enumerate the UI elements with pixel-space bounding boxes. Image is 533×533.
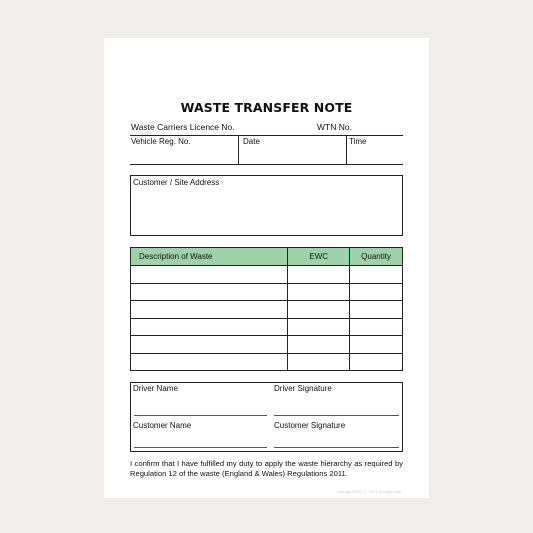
driver-signature-label: Driver Signature — [274, 384, 332, 393]
quantity-cell[interactable] — [350, 283, 403, 301]
ewc-cell[interactable] — [288, 318, 350, 336]
wtn-label: WTN No. — [317, 122, 352, 132]
customer-address-box[interactable] — [130, 175, 403, 236]
column-header-description: Description of Waste — [131, 248, 288, 266]
description-cell[interactable] — [131, 318, 288, 336]
field-divider — [346, 135, 347, 164]
customer-name-line[interactable] — [134, 447, 267, 448]
ewc-cell[interactable] — [288, 283, 350, 301]
signature-box — [130, 382, 403, 452]
table-row — [131, 283, 403, 301]
description-cell[interactable] — [131, 283, 288, 301]
footer-credit: Docugo 0003 | © 2023 Docugo.com — [337, 489, 401, 494]
table-row — [131, 301, 403, 319]
quantity-cell[interactable] — [350, 336, 403, 354]
quantity-cell[interactable] — [350, 353, 403, 371]
column-header-ewc: EWC — [288, 248, 350, 266]
description-cell[interactable] — [131, 336, 288, 354]
driver-name-label: Driver Name — [133, 384, 178, 393]
customer-signature-line[interactable] — [274, 447, 399, 448]
vehicle-reg-label: Vehicle Reg. No. — [131, 137, 191, 146]
licence-underline — [130, 135, 403, 136]
vehicle-underline[interactable] — [130, 164, 403, 165]
time-label: Time — [349, 137, 367, 146]
confirmation-statement: I confirm that I have fulfilled my duty to apply the waste hierarchy as required by Regulation 12 of the waste (England & Wales) Regulations 2011. — [130, 459, 403, 478]
quantity-cell[interactable] — [350, 301, 403, 319]
column-header-quantity: Quantity — [350, 248, 403, 266]
table-row — [131, 318, 403, 336]
customer-address-label: Customer / Site Address — [133, 178, 220, 187]
table-header-row — [131, 248, 403, 266]
table-row — [131, 266, 403, 284]
table-row — [131, 336, 403, 354]
document-title: WASTE TRANSFER NOTE — [180, 100, 353, 115]
ewc-cell[interactable] — [288, 353, 350, 371]
document-page — [104, 38, 429, 498]
ewc-cell[interactable] — [288, 266, 350, 284]
waste-table — [130, 247, 403, 371]
licence-label: Waste Carriers Licence No. — [131, 122, 235, 132]
driver-name-line[interactable] — [134, 415, 267, 416]
customer-signature-label: Customer Signature — [274, 421, 346, 430]
quantity-cell[interactable] — [350, 266, 403, 284]
description-cell[interactable] — [131, 353, 288, 371]
table-row — [131, 353, 403, 371]
ewc-cell[interactable] — [288, 336, 350, 354]
description-cell[interactable] — [131, 301, 288, 319]
ewc-cell[interactable] — [288, 301, 350, 319]
field-divider — [238, 135, 239, 164]
description-cell[interactable] — [131, 266, 288, 284]
driver-signature-line[interactable] — [274, 415, 399, 416]
date-label: Date — [243, 137, 260, 146]
quantity-cell[interactable] — [350, 318, 403, 336]
customer-name-label: Customer Name — [133, 421, 192, 430]
